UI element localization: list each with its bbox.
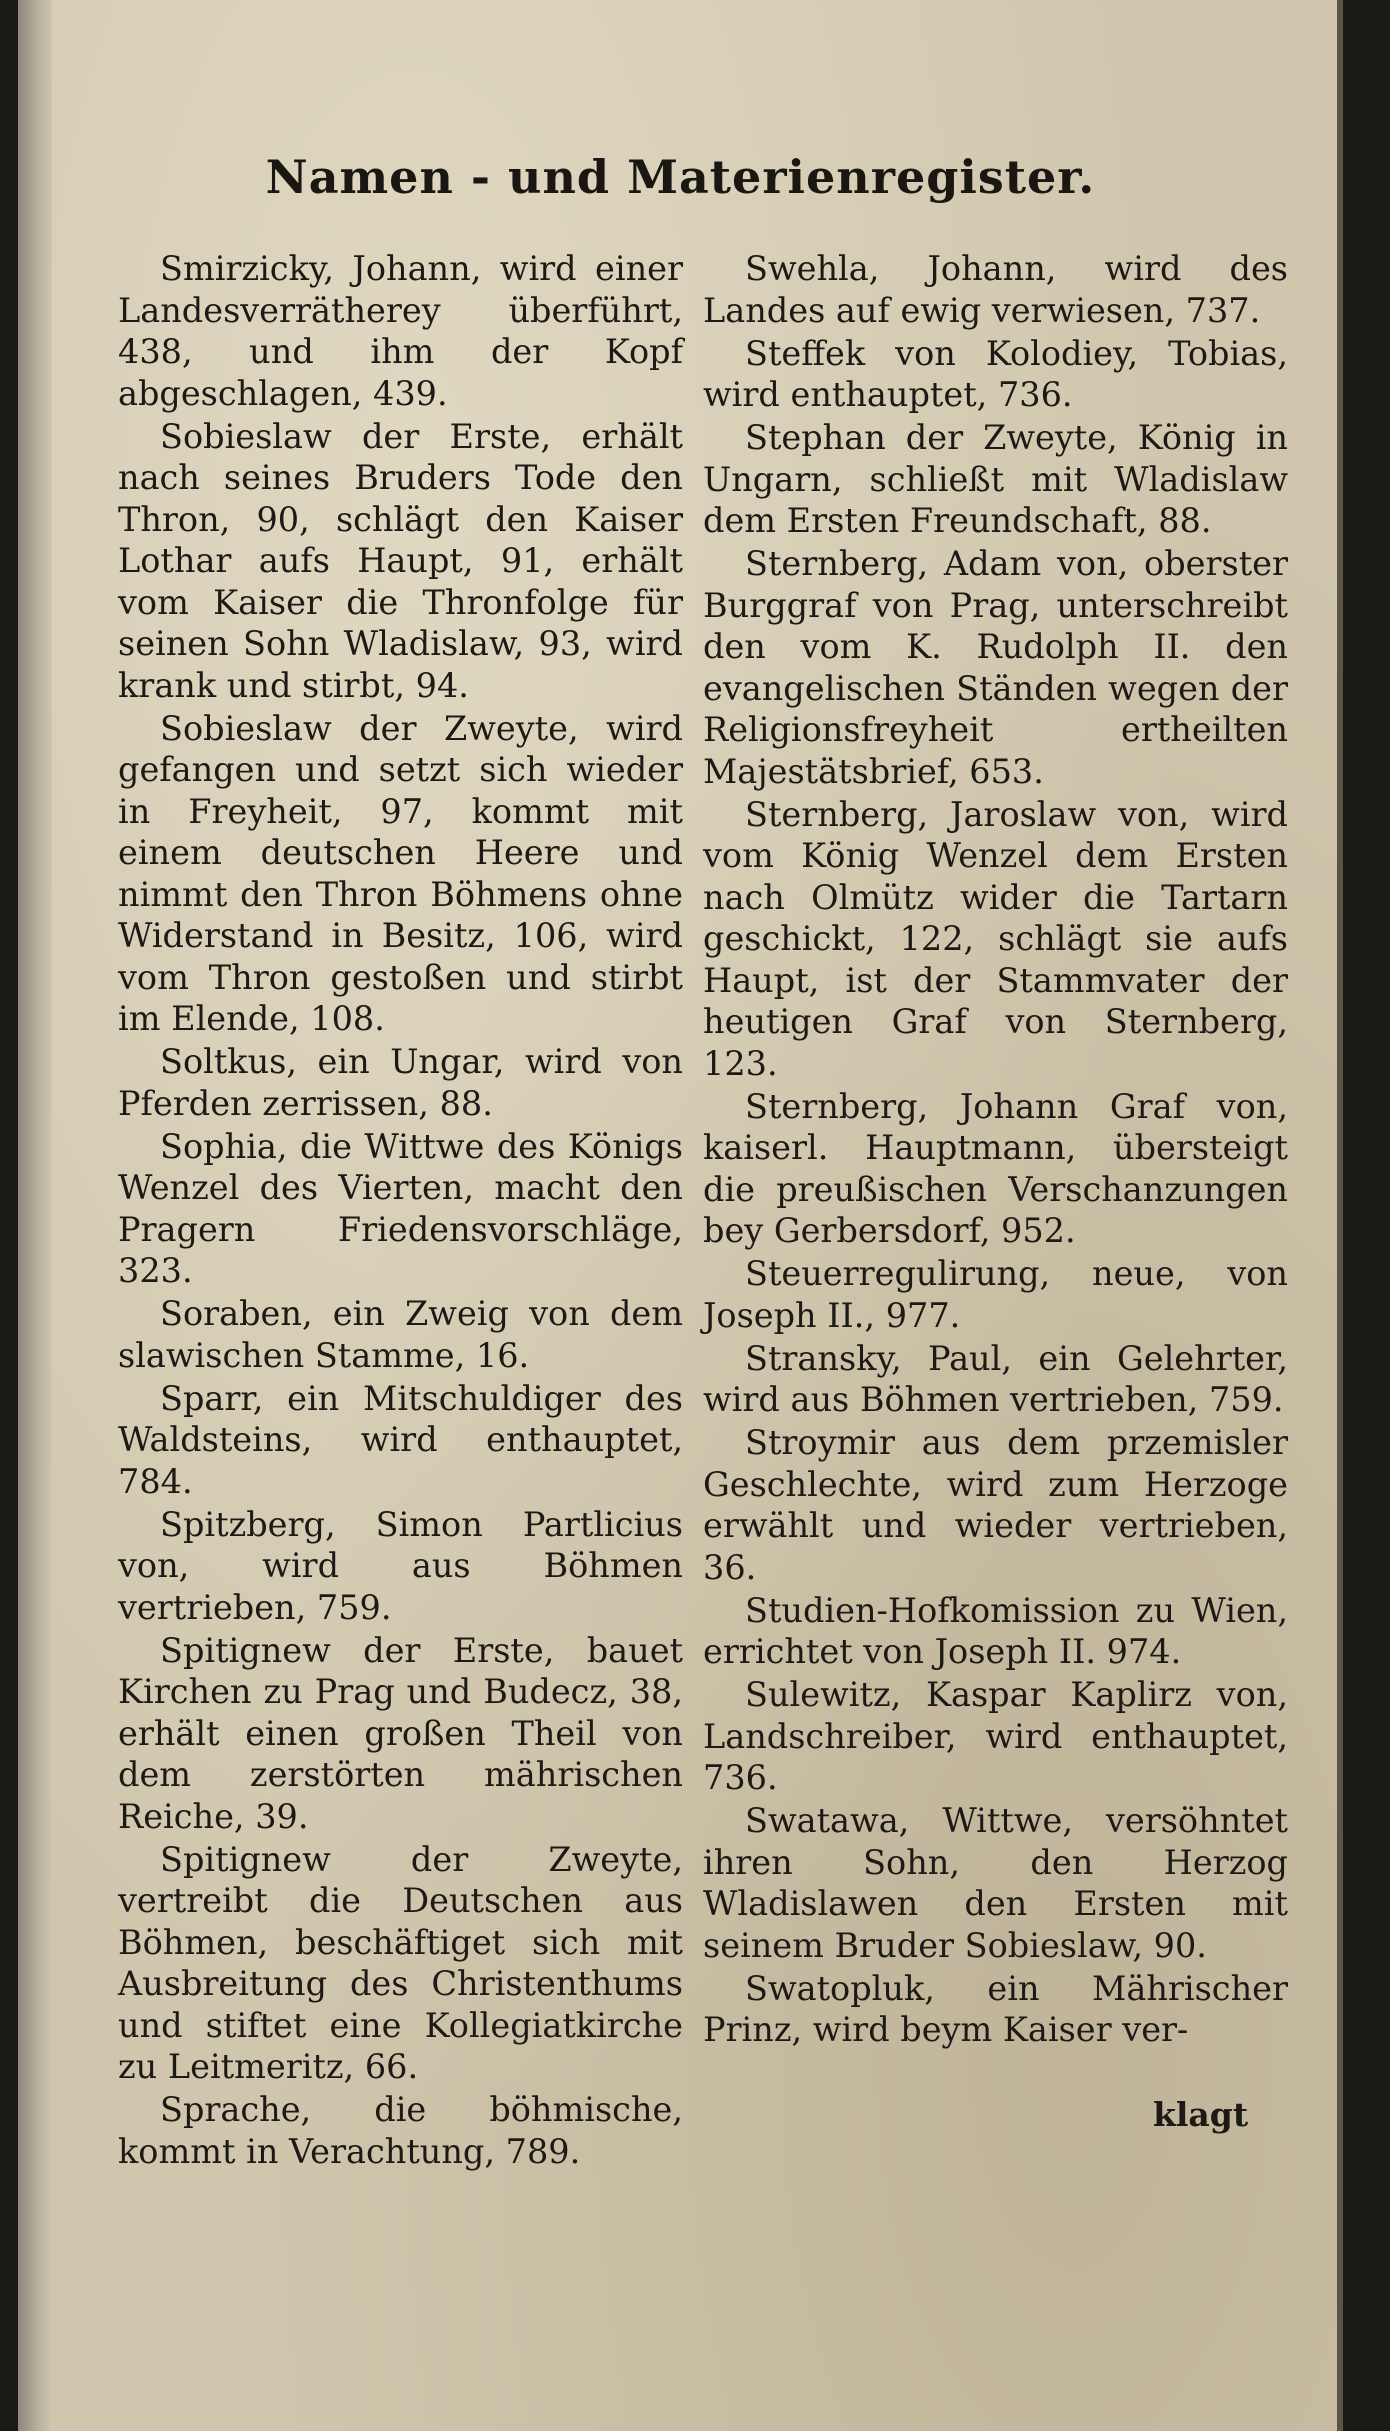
left-column: [118, 248, 683, 2174]
index-entry: Spitignew der Erste, bauet Kirchen zu Prag und Budecz, 38, erhält einen großen Theil von dem zerstörten mährischen Reiche, 39.: [118, 1630, 683, 1836]
index-entry: Spitzberg, Simon Partlicius von, wird aus Böhmen vertrieben, 759.: [118, 1504, 683, 1627]
index-entry: Swatopluk, ein Mährischer Prinz, wird beym Kaiser ver-: [703, 1968, 1288, 2049]
index-entry: Sobieslaw der Zweyte, wird gefangen und setzt sich wieder in Freyheit, 97, kommt mit einem deutschen Heere und nimmt den Thron Böhmens ohne Widerstand in Besitz, 106, wird vom Thron gestoßen und stirbt im Elende, 108.: [118, 708, 683, 1038]
index-entry: Studien-Hofkomission zu Wien, errichtet von Joseph II. 974.: [703, 1590, 1288, 1671]
page-binding-edge: [18, 0, 52, 2431]
index-entry: Sparr, ein Mitschuldiger des Waldsteins, wird enthauptet, 784.: [118, 1378, 683, 1501]
index-entry: Steuerregulirung, neue, von Joseph II., 977.: [703, 1254, 1288, 1335]
index-entry: Sternberg, Jaroslaw von, wird vom König Wenzel dem Ersten nach Olmütz wider die Tartarn geschickt, 122, schlägt sie aufs Haupt, ist der Stammvater der heutigen Graf von Sternberg, 123.: [703, 794, 1288, 1083]
index-entry: Spitignew der Zweyte, vertreibt die Deutschen aus Böhmen, beschäftiget sich mit Ausbreitung des Christenthums und stiftet eine Kollegiatkirche zu Leitmeritz, 66.: [118, 1839, 683, 2086]
index-entry: Soltkus, ein Ungar, wird von Pferden zerrissen, 88.: [118, 1042, 683, 1123]
book-page: [18, 0, 1343, 2431]
index-entry: Sobieslaw der Erste, erhält nach seines Bruders Tode den Thron, 90, schlägt den Kaiser Lothar aufs Haupt, 91, erhält vom Kaiser die Thronfolge für seinen Sohn Wladislaw, 93, wird krank und stirbt, 94.: [118, 416, 683, 705]
index-entry: Sternberg, Adam von, oberster Burggraf von Prag, unterschreibt den vom K. Rudolph II. den evangelischen Ständen wegen der Religionsfreyheit ertheilten Majestätsbrief, 653.: [703, 544, 1288, 791]
index-entry: Sophia, die Wittwe des Königs Wenzel des Vierten, macht den Pragern Friedensvorschläge, 323.: [118, 1126, 683, 1290]
catchword: klagt: [1153, 2095, 1249, 2134]
index-entry: Smirzicky, Johann, wird einer Landesverrätherey überführt, 438, und ihm der Kopf abgeschlagen, 439.: [118, 249, 683, 413]
index-entry: Stephan der Zweyte, König in Ungarn, schließt mit Wladislaw dem Ersten Freundschaft, 88.: [703, 418, 1288, 540]
index-entry: Sternberg, Johann Graf von, kaiserl. Hauptmann, übersteigt die preußischen Verschanzungen bey Gerbersdorf, 952.: [703, 1086, 1288, 1250]
index-entry: Stroymir aus dem przemisler Geschlechte, wird zum Herzoge erwählt und wieder vertrieben, 36.: [703, 1423, 1288, 1587]
page-heading: Namen - und Materienregister.: [265, 150, 1096, 204]
right-column: [703, 248, 1288, 2052]
index-entry: Steffek von Kolodiey, Tobias, wird enthauptet, 736.: [703, 333, 1288, 414]
index-entry: Stransky, Paul, ein Gelehrter, wird aus Böhmen vertrieben, 759.: [703, 1338, 1288, 1419]
index-entry: Soraben, ein Zweig von dem slawischen Stamme, 16.: [118, 1294, 683, 1375]
index-entry: Sulewitz, Kaspar Kaplirz von, Landschreiber, wird enthauptet, 736.: [703, 1675, 1288, 1797]
index-entry: Swatawa, Wittwe, versöhntet ihren Sohn, den Herzog Wladislawen den Ersten mit seinem Bruder Sobieslaw, 90.: [703, 1801, 1288, 1965]
index-entry: Swehla, Johann, wird des Landes auf ewig verwiesen, 737.: [703, 249, 1288, 330]
index-entry: Sprache, die böhmische, kommt in Verachtung, 789.: [118, 2090, 683, 2171]
